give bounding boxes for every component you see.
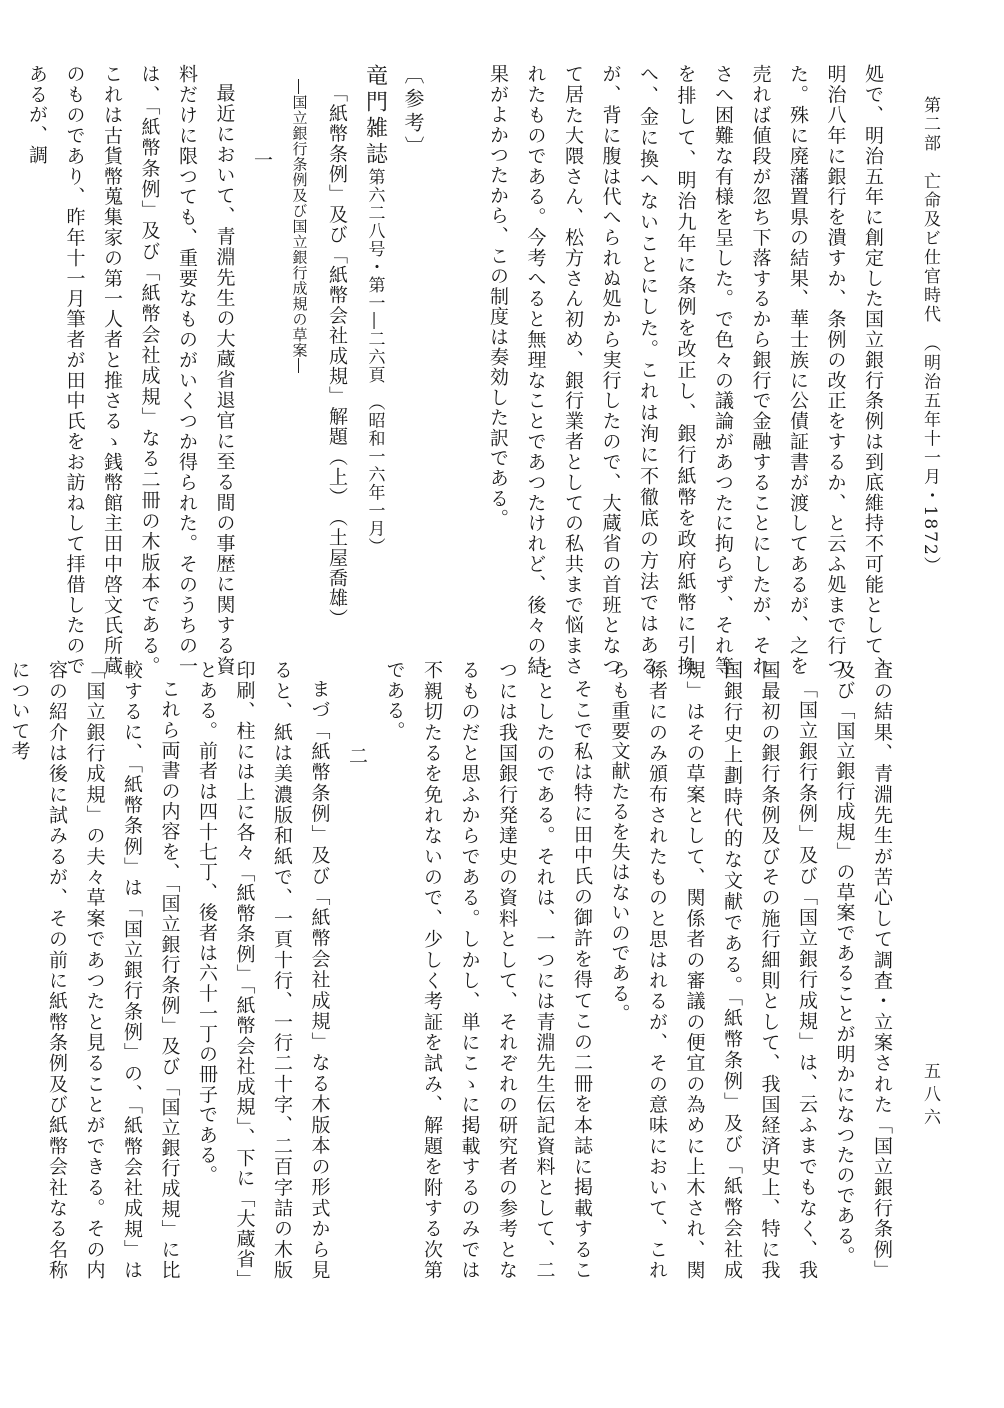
paragraph: まづ「紙幣条例」及び「紙幣会社成規」なる木版本の形式から見ると、紙は美濃版和紙で、一頁十行、一行二十字、二百字詰の木版印刷、柱には上に各々「紙幣条例」「紙幣会社成規」、下に「大蔵省」とある。前者は四十七丁、後者は六十一丁の冊子である。 bbox=[196, 660, 331, 1280]
upper-text-block bbox=[26, 64, 891, 676]
page-number: 五八六 bbox=[920, 1062, 940, 1131]
section-heading-1: 一 bbox=[251, 149, 273, 169]
paragraph: 最近において、青淵先生の大蔵省退官に至る間の事歴に関する資料だけに限つても、重要なものがいくつか得られた。そのうちの一は、「紙幣条例」及び「紙幣会社成規」なる二冊の木版本である。これは古貨幣蒐集家の第一人者と推さるゝ銭幣館主田中啓文氏所蔵のものであり、昨年十一月筆者が田中氏をお訪ねして拝借したのであるが、調 bbox=[26, 64, 236, 676]
journal-name: 竜門雑誌 bbox=[362, 64, 388, 168]
reference-heading: 〔参考〕 bbox=[401, 64, 425, 160]
article-title: 「紙幣条例」及び「紙幣会社成規」解題（上） bbox=[326, 83, 348, 508]
article-author: （土屋喬雄） bbox=[326, 507, 348, 629]
journal-issue: 第六二八号・第一―二六頁 （昭和一六年一月） bbox=[364, 168, 385, 556]
paragraph-continued: 査の結果、青淵先生が苦心して調査・立案された「国立銀行条例」及び「国立銀行成規」の草案であることが明かになつたのである。 bbox=[833, 660, 893, 1280]
journal-heading bbox=[355, 64, 394, 676]
running-head: 第二部 亡命及ビ仕官時代 （明治五年十一月・1872） bbox=[920, 96, 940, 576]
lower-text-block bbox=[8, 660, 900, 1280]
article-subtitle: ―国立銀行条例及び国立銀行成規の草案― bbox=[290, 79, 309, 374]
paragraph: これら両書の内容を、「国立銀行条例」及び「国立銀行成規」に比較するに、「紙幣条例」は「国立銀行条例」の、「紙幣会社成規」は「国立銀行成規」の夫々草案であつたと見ることができる。その内容の紹介は後に試みるが、その前に紙幣条例及び紙幣会社なる名称について考 bbox=[8, 660, 181, 1280]
paragraph: 「国立銀行条例」及び「国立銀行成規」は、云ふまでもなく、我国最初の銀行条例及びその施行細則として、我国経済史上、特に我国銀行史上劃時代的な文献である。「紙幣条例」及び「紙幣会社成規」はその草案として、関係者の審議の便宜の為めに上木され、関係者にのみ頒布されたものと思はれるが、その意味において、これらも重要文献たるを失はないのである。 bbox=[608, 660, 818, 1280]
section-heading-2: 二 bbox=[346, 745, 368, 765]
paragraph: そこで私は特に田中氏の御許を得てこの二冊を本誌に掲載することとしたのである。それは、一つには青淵先生伝記資料として、二つには我国銀行発達史の資料として、それぞれの研究者の参考となるものだと思ふからである。しかし、単にこゝに掲載するのみでは不親切たるを免れないので、少しく考証を試み、解題を附する次第である。 bbox=[383, 660, 593, 1280]
paragraph-continued: 処で、明治五年に創定した国立銀行条例は到底維持不可能として、明治八年に銀行を潰すか、条例の改正をするか、と云ふ処まで行つた。殊に廃藩置県の結果、華士族に公債証書が渡してあるが、之を売れば値段が忽ち下落するから銀行で金融することにしたが、それさへ困難な有様を呈した。で色々の議論があつたに拘らず、それ等を排して、明治九年に条例を改正し、銀行紙幣を政府紙幣に引換へ、金に換へないことにした。これは洵に不徹底の方法ではあるが、背に腹は代へられぬ処から実行したので、大蔵省の首班となつて居た大隈さん、松方さん初め、銀行業者としての私共まで悩まされたものである。今考へると無理なことであつたけれど、後々の結果がよかつたから、この制度は奏効した訳である。 bbox=[487, 64, 884, 676]
article-title-line bbox=[318, 64, 356, 676]
